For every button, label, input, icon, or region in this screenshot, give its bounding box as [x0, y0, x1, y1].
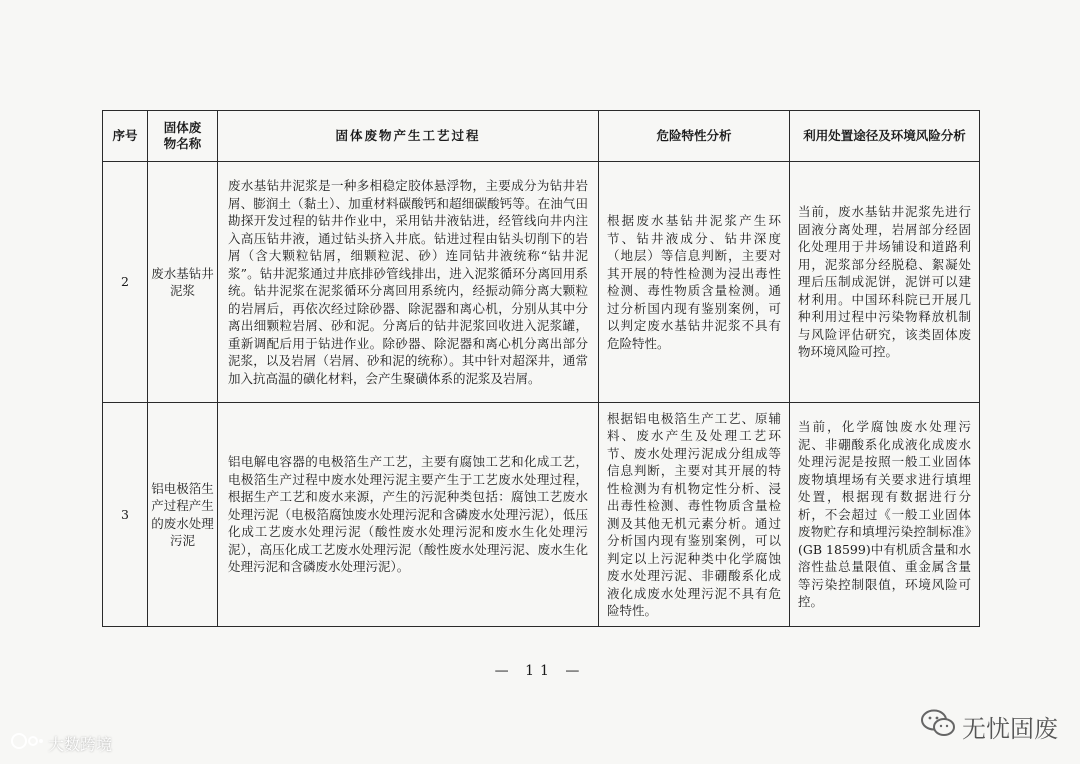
cell-seq: 2 [103, 162, 148, 403]
cell-name: 铝电极箔生产过程产生的废水处理污泥 [148, 403, 218, 627]
header-disposal: 利用处置途径及环境风险分析 [790, 111, 980, 162]
cell-hazard [599, 162, 790, 403]
header-name: 固体废物名称 [148, 111, 218, 162]
watermark-right [920, 706, 1058, 746]
watermark-left-text: 大数跨境 [48, 734, 113, 754]
table-row [103, 403, 980, 627]
watermark-right-text: 无忧固废 [962, 714, 1058, 743]
wechat-icon [920, 708, 956, 744]
waste-table [102, 110, 980, 627]
hazard-text: 根据废水基钻井泥浆产生环节、钻井液成分、钻井深度（地层）等信息判断，主要对其开展的特性检测为浸出毒性检测、毒性物质含量检测。通过分析国内现有鉴别案例，可以判定废水基钻井泥浆不具有危险特性。 [607, 213, 781, 351]
hazard-text: 根据铝电极箔生产工艺、原辅料、废水产生及处理工艺环节、废水处理污泥成分组成等信息判断，主要对其开展的特性检测为有机物定性分析、浸出毒性检测、毒性物质含量检测及其他无机元素分析。通过分析国内现有鉴别案例，可以判定以上污泥种类中化学腐蚀废水处理污泥、非硼酸系化成液化成废水处理污泥不具有危险特性。 [607, 410, 781, 618]
process-text: 废水基钻井泥浆是一种多相稳定胶体悬浮物，主要成分为钻井岩屑、膨润土（黏土）、加重材料碳酸钙和超细碳酸钙等。在油气田勘探开发过程的钻井作业中，采用钻井液钻进，经管线向井内注入高压钻井液，通过钻头挤入井底。钻进过程由钻头切削下的岩屑（含大颗粒钻屑，细颗粒泥、砂）连同钻井液统称“钻井泥浆”。钻井泥浆通过井底排砂管线排出，进入泥浆循环分离回用系统。钻井泥浆在泥浆循环分离回用系统内，经振动筛分离大颗粒的岩屑后，再依次经过除砂器、除泥器和离心机，分别从其中分离出细颗粒岩屑、砂和泥。分离后的钻井泥浆回收进入泥浆罐，重新调配后用于钻进作业。除砂器、除泥器和离心机分离出部分泥浆，以及岩屑（岩屑、砂和泥的统称）。其中针对超深井，通常加入抗高温的磺化材料，会产生聚磺体系的泥浆及岩屑。 [228, 178, 588, 386]
cell-name: 废水基钻井泥浆 [148, 162, 218, 403]
cell-seq: 3 [103, 403, 148, 627]
cell-process [218, 403, 599, 627]
process-text: 铝电解电容器的电极箔生产工艺，主要有腐蚀工艺和化成工艺，电极箔生产过程中废水处理污泥主要产生于工艺废水处理过程，根据生产工艺和废水来源，产生的污泥种类包括：腐蚀工艺废水处理污泥（电极箔腐蚀废水处理污泥和含磷废水处理污泥），低压化成工艺废水处理污泥（酸性废水处理污泥和废水生化处理污泥），高压化成工艺废水处理污泥（酸性废水处理污泥、废水生化处理污泥和含磷废水处理污泥）。 [228, 454, 588, 575]
table-row [103, 162, 980, 403]
page-number: — 11 — [494, 663, 586, 679]
disposal-text: 当前，化学腐蚀废水处理污泥、非硼酸系化成液化成废水处理污泥是按照一般工业固体废物填埋场有关要求进行填埋处置，根据现有数据进行分析，不会超过《一般工业固体废物贮存和填埋污染控制标准》(GB 18599)中有机质含量和水溶性盐总量限值、重金属含量等污染控制限值，环境风险可控。 [798, 419, 971, 610]
cell-process [218, 162, 599, 403]
cell-hazard [599, 403, 790, 627]
header-seq: 序号 [103, 111, 148, 162]
table-header-row [103, 111, 980, 162]
logo-icon [10, 731, 44, 755]
cell-disposal [790, 403, 980, 627]
cell-disposal [790, 162, 980, 403]
header-hazard: 危险特性分析 [599, 111, 790, 162]
header-process: 固体废物产生工艺过程 [218, 111, 599, 162]
disposal-text: 当前，废水基钻井泥浆先进行固液分离处理，岩屑部分经固化处理用于井场铺设和道路利用，泥浆部分经脱稳、絮凝处理后压制成泥饼，泥饼可以建材利用。中国环科院已开展几种利用过程中污染物释放机制与风险评估研究，该类固体废物环境风险可控。 [798, 204, 971, 360]
watermark-left [10, 731, 112, 755]
